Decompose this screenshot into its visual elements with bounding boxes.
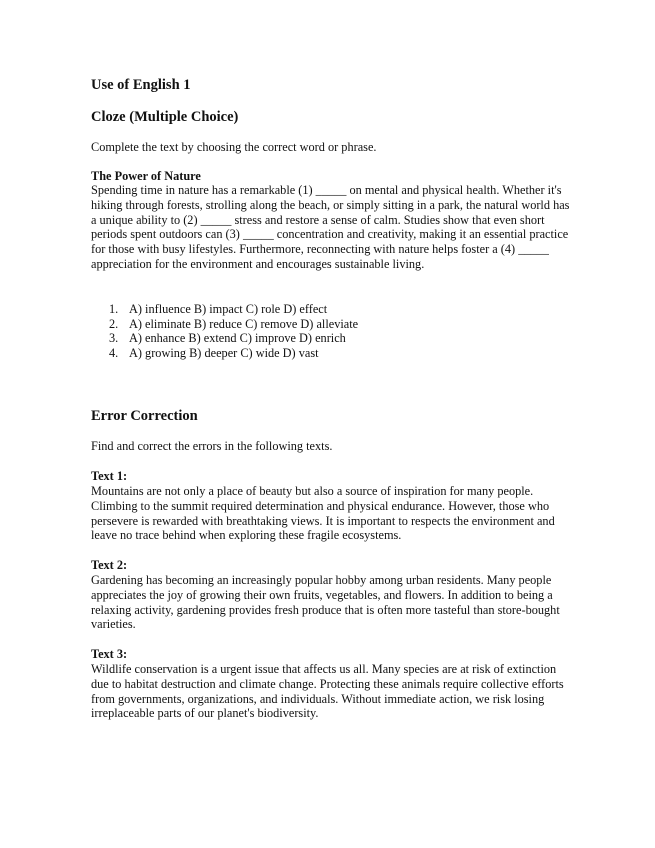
text-1-label: Text 1: (91, 469, 128, 483)
text-3-label: Text 3: (91, 647, 128, 661)
option-number: 4. (109, 345, 119, 360)
options-list (91, 302, 358, 360)
error-correction-instruction: Find and correct the errors in the following texts. (91, 439, 333, 453)
option-text: A) enhance B) extend C) improve D) enrich (129, 331, 346, 346)
cloze-heading: Cloze (Multiple Choice) (91, 109, 239, 125)
option-text: A) influence B) impact C) role D) effect (129, 302, 328, 316)
text-2-body: Gardening has becoming an increasingly popular hobby among urban residents. Many people appreciates the joy of growing their own fruits, vegetables, and flowers. In addition to being a relaxing activity, gardening provides fresh produce that is often more tasteful than store-bought varieties. (91, 573, 560, 632)
cloze-instruction: Complete the text by choosing the correct word or phrase. (91, 140, 377, 154)
option-number: 3. (109, 331, 119, 346)
option-item (91, 346, 358, 361)
option-item (91, 317, 358, 332)
error-correction-heading: Error Correction (91, 408, 198, 424)
option-number: 1. (109, 302, 119, 316)
cloze-passage: Spending time in nature has a remarkable (1) _____ on mental and physical health. Whether it's hiking through forests, strolling along the beach, or simply sitting in a park, the natural world has a unique ability to (2) _____ stress and restore a sense of calm. Studies show that even short periods spent outdoors can (3) _____ concentration and creativity, making it an essential practice for those with busy lifestyles. Furthermore, reconnecting with nature helps foster a (4) _____ appreciation for the environment and encourages sustainable living. (91, 183, 570, 271)
text-3-body: Wildlife conservation is a urgent issue that affects us all. Many species are at risk of extinction due to habitat destruction and climate change. Protecting these animals require collective efforts from governments, organizations, and individuals. Without immediate action, we risk losing irreplaceable parts of our planet's biodiversity. (91, 662, 564, 721)
text-2-label: Text 2: (91, 558, 128, 572)
option-text: A) growing B) deeper C) wide D) vast (129, 345, 319, 360)
passage-title: The Power of Nature (91, 169, 201, 183)
option-number: 2. (109, 316, 119, 331)
option-item (91, 302, 358, 317)
page-title: Use of English 1 (91, 77, 191, 93)
option-item (91, 331, 358, 346)
option-text: A) eliminate B) reduce C) remove D) alleviate (129, 316, 359, 331)
text-1-body: Mountains are not only a place of beauty but also a source of inspiration for many people. Climbing to the summit required determination and physical endurance. However, those who persevere is rewarded with breathtaking views. It is important to respects the environment and leave no trace behind when exploring these fragile ecosystems. (91, 484, 555, 543)
